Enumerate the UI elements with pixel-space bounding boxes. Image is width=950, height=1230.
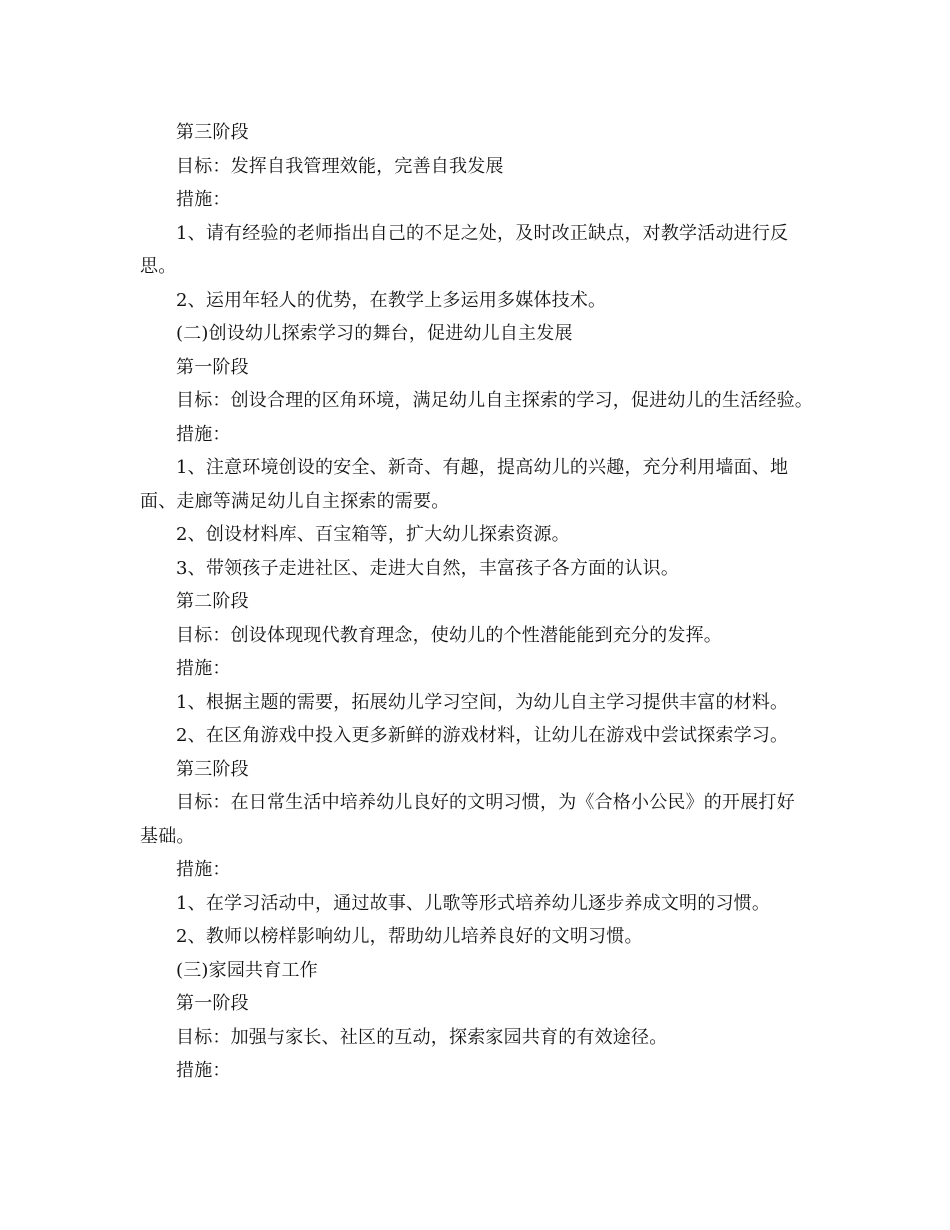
measure-item: 1、在学习活动中，通过故事、儿歌等形式培养幼儿逐步养成文明的习惯。 <box>176 892 771 914</box>
measures-label: 措施： <box>176 658 231 679</box>
measure-item: 2、教师以榜样影响幼儿，帮助幼儿培养良好的文明习惯。 <box>176 926 643 947</box>
measure-item: 3、带领孩子走进社区、走进大自然，丰富孩子各方面的认识。 <box>176 557 680 579</box>
goal-line: 目标：加强与家长、社区的互动，探索家园共育的有效途径。 <box>176 1026 668 1048</box>
measure-item: 2、创设材料库、百宝箱等，扩大幼儿探索资源。 <box>176 524 570 545</box>
measure-item: 1、请有经验的老师指出自己的不足之处，及时改正缺点，对教学活动进行反 <box>176 222 789 244</box>
goal-line: 目标：创设合理的区角环境，满足幼儿自主探索的学习，促进幼儿的生活经验。 <box>176 390 813 411</box>
measure-item: 2、运用年轻人的优势，在教学上多运用多媒体技术。 <box>176 289 607 311</box>
measure-item: 2、在区角游戏中投入更多新鲜的游戏材料，让幼儿在游戏中尝试探索学习。 <box>176 725 789 746</box>
measure-item-continuation: 思。 <box>140 256 177 277</box>
document-body <box>140 116 822 1088</box>
goal-line: 目标：创设体现现代教育理念，使幼儿的个性潜能能到充分的发挥。 <box>176 624 722 646</box>
stage-heading: 第三阶段 <box>176 122 249 143</box>
goal-line: 目标：在日常生活中培养幼儿良好的文明习惯，为《合格小公民》的开展打好 <box>176 792 795 813</box>
section-heading: (二)创设幼儿探索学习的舞台，促进幼儿自主发展 <box>176 323 573 344</box>
measures-label: 措施： <box>176 859 231 880</box>
measures-label: 措施： <box>176 1060 231 1081</box>
stage-heading: 第三阶段 <box>176 758 249 780</box>
section-heading: (三)家园共育工作 <box>176 959 318 981</box>
measure-item: 1、根据主题的需要，拓展幼儿学习空间，为幼儿自主学习提供丰富的材料。 <box>176 691 789 713</box>
goal-line-continuation: 基础。 <box>140 825 195 847</box>
stage-heading: 第一阶段 <box>176 993 249 1014</box>
measure-item: 1、注意环境创设的安全、新奇、有趣，提高幼儿的兴趣，充分利用墙面、地 <box>176 457 789 478</box>
stage-heading: 第二阶段 <box>176 591 249 612</box>
goal-line: 目标：发挥自我管理效能，完善自我发展 <box>176 155 504 177</box>
measures-label: 措施： <box>176 423 231 445</box>
stage-heading: 第一阶段 <box>176 356 249 378</box>
measure-item-continuation: 面、走廊等满足幼儿自主探索的需要。 <box>140 490 450 512</box>
measures-label: 措施： <box>176 189 231 210</box>
